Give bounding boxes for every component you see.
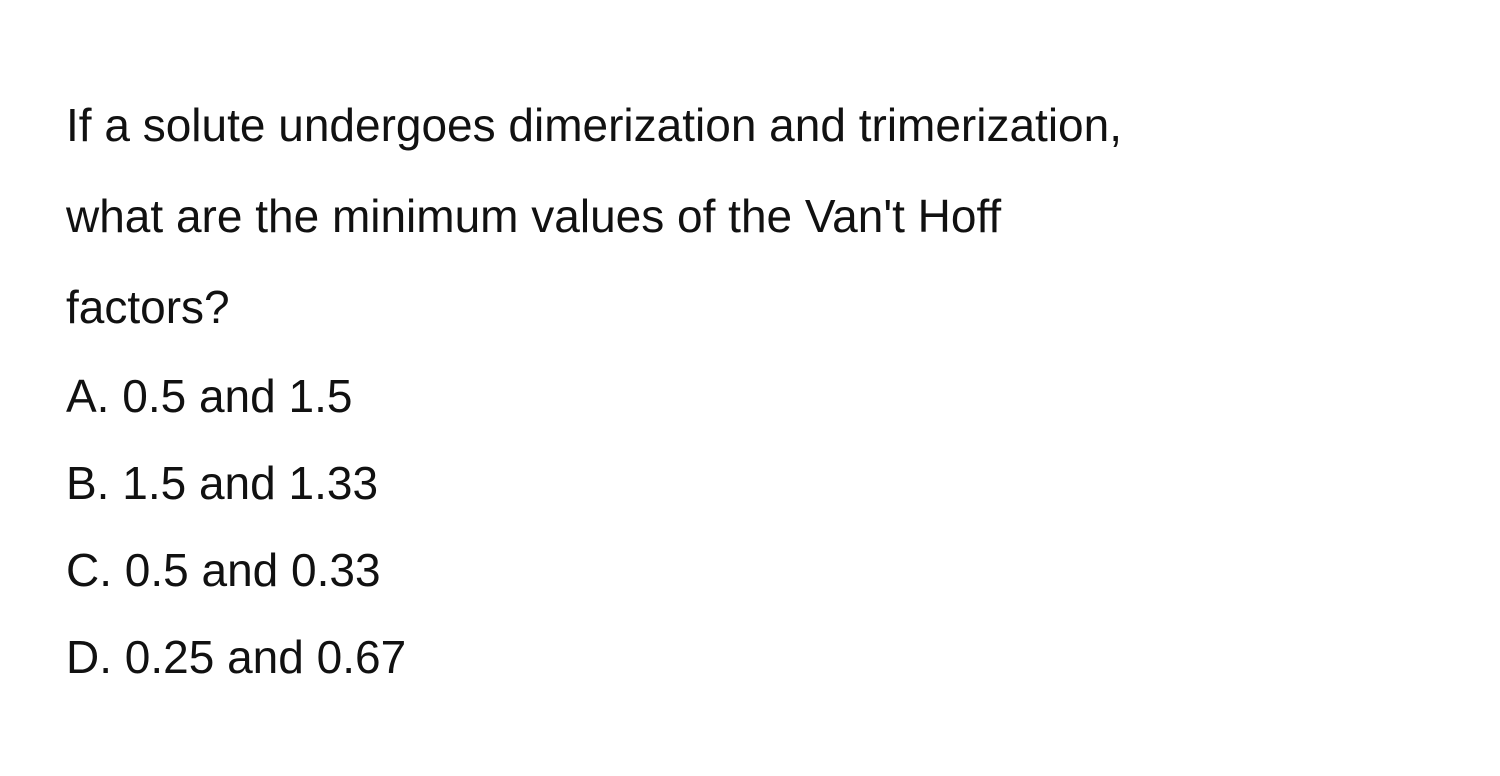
question-block <box>66 80 1466 701</box>
option-d: D. 0.25 and 0.67 <box>66 631 407 683</box>
answer-options <box>66 353 1466 701</box>
question-line: factors? <box>66 281 230 333</box>
question-line: If a solute undergoes dimerization and trimerization, <box>66 99 1123 151</box>
question-line: what are the minimum values of the Van't Hoff <box>66 190 1002 242</box>
option-c: C. 0.5 and 0.33 <box>66 544 381 596</box>
option-a: A. 0.5 and 1.5 <box>66 370 353 422</box>
question-text <box>66 80 1466 353</box>
option-b: B. 1.5 and 1.33 <box>66 457 379 509</box>
